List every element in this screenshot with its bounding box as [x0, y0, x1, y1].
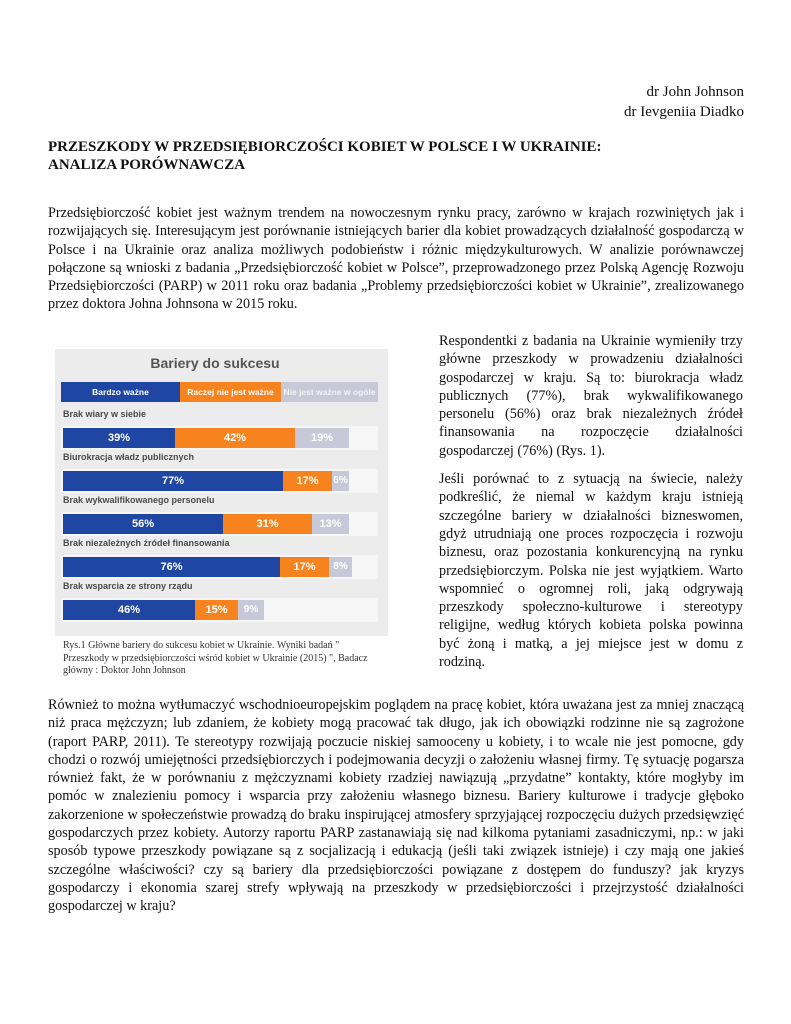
- title-line-1: PRZESZKODY W PRZEDSIĘBIORCZOŚCI KOBIET W POLSCE I W UKRAINIE:: [48, 139, 602, 155]
- bar-row: [63, 557, 349, 577]
- bar-segment: 13%: [312, 514, 349, 534]
- bar-row: [63, 600, 349, 620]
- respondents-paragraph: Respondentki z badania na Ukrainie wymieniły trzy główne przeszkody w prowadzeniu działalności gospodarczej w kraju. Są to: biurokracja władz publicznych (77%), brak wykwalifikowanego personelu (56%) oraz brak niezależnych źródeł finansowania na rozpoczęcie działalności gospodarczej (76%) (Rys. 1).: [439, 333, 743, 459]
- category-label: Biurokracja władz publicznych: [63, 452, 195, 462]
- bar-segment: 6%: [332, 471, 349, 491]
- bar-segment: 56%: [63, 514, 223, 534]
- bar-segment: 39%: [63, 428, 175, 448]
- legend-rather-not-important: Raczej nie jest ważne: [180, 382, 281, 402]
- author-1: dr John Johnson: [646, 84, 744, 100]
- stereotypes-paragraph: Również to można wytłumaczyć wschodnioeuropejskim poglądem na pracę kobiet, która uważana jest za mniej znaczącą niż praca mężczyzn; lub zdaniem, że kobiety mogą pracować tak długo, jak ich obowiązki rodzinne nie są zagrożone (raport PARP, 2011). Te stereotypy rozwijają poczucie niskiej samooceny u kobiety, i to wcale nie jest pomocne, gdy chodzi o rozwój umiejętności przedsiębiorczych i podejmowania decyzji o założeniu własnej firmy. Tę sytuację pogarsza również fakt, że w porównaniu z mężczyznami kobiety rzadziej nawiązują „przydatne” kontakty, które mogłyby im pomóc w znalezieniu pomocy i wsparcia przy założeniu własnego biznesu. Bariery kulturowe i tradycje głęboko zakorzenione w społeczeństwie prowadzą do braku inspirującej atmosfery sprzyjającej rozpoczęciu dużych przedsięwzięć gospodarczych przez kobiety. Autorzy raportu PARP zastanawiają się nad kilkoma pytaniami zasadniczymi, np.: w jaki sposób typowe przeszkody powiązane są z socjalizacją i edukacją (jeśli taki związek istnieje) i czy mają one jakieś szczególne właściwości? czy są bariery dla przedsiębiorczości powiązane z dostępem do funduszy? jak kryzys gospodarczy i ekonomia szarej strefy wpływają na przeszkody w przedsiębiorczości i przejrzystość działalności gospodarczej w kraju?: [48, 697, 744, 915]
- bar-segment: 46%: [63, 600, 195, 620]
- bar-segment: 76%: [63, 557, 280, 577]
- barriers-chart: [55, 349, 388, 636]
- bar-row: [63, 471, 349, 491]
- category-label: Brak wiary w siebie: [63, 409, 147, 419]
- bar-row: [63, 428, 349, 448]
- title-line-2: ANALIZA PORÓWNAWCZA: [48, 157, 246, 173]
- legend-not-important-at-all: Nie jest ważne w ogóle: [281, 382, 378, 402]
- bar-segment: 17%: [283, 471, 332, 491]
- bar-segment: 17%: [280, 557, 329, 577]
- bar-segment: 8%: [329, 557, 352, 577]
- document-title: [48, 138, 748, 174]
- authors-block: [624, 82, 744, 122]
- author-2: dr Ievgeniia Diadko: [624, 104, 744, 120]
- category-label: Brak wykwalifikowanego personelu: [63, 495, 215, 505]
- legend-very-important: Bardzo ważne: [61, 382, 180, 402]
- bar-segment: 15%: [195, 600, 238, 620]
- chart-title: Bariery do sukcesu: [150, 355, 280, 371]
- category-label: Brak wsparcia ze strony rządu: [63, 581, 193, 591]
- world-comparison-paragraph: Jeśli porównać to z sytuacją na świecie, należy podkreślić, że niemal w każdym kraju istnieją szczególne bariery w działalności bizneswomen, gdyż utrudniają one proces rozpoczęcia i rozwoju biznesu, oraz pozostania konkurencyjną na rynku przedsiębiorczym. Polska nie jest wyjątkiem. Warto wspomnieć o ogromnej roli, jaką odgrywają przeszkody społeczno-kulturowe i stereotypy religijne, według których kobieta polska powinna być żoną i matką, a jej miejsce jest w domu z rodziną.: [439, 471, 743, 671]
- figure-caption: Rys.1 Główne bariery do sukcesu kobiet w Ukrainie. Wyniki badań " Przeszkody w przedsiębiorczości wśród kobiet w Ukrainie (2015) ", Badacz główny : Doktor John Johnson: [63, 640, 368, 676]
- bar-segment: 31%: [223, 514, 312, 534]
- bar-segment: 9%: [238, 600, 264, 620]
- bar-segment: 42%: [175, 428, 295, 448]
- bar-row: [63, 514, 349, 534]
- category-label: Brak niezależnych źródeł finansowania: [63, 538, 230, 548]
- bar-segment: 77%: [63, 471, 283, 491]
- right-column: [439, 332, 743, 681]
- intro-paragraph: Przedsiębiorczość kobiet jest ważnym trendem na nowoczesnym rynku pracy, zarówno w krajach rozwiniętych jak i rozwijających się. Interesującym jest porównanie istniejących barier dla kobiet prowadzących działalność gospodarczą w Polsce i na Ukrainie oraz analiza możliwych podobieństw i różnic międzykulturowych. W analizie porównawczej połączone są wnioski z badania „Przedsiębiorczość kobiet w Polsce”, przeprowadzonego przez Polską Agencję Rozwoju Przedsiębiorczości (PARP) w 2011 roku oraz badania „Problemy przedsiębiorczości kobiet w Ukrainie”, zrealizowanego przez doktora Johna Johnsona w 2015 roku.: [48, 205, 744, 313]
- bar-segment: 19%: [295, 428, 349, 448]
